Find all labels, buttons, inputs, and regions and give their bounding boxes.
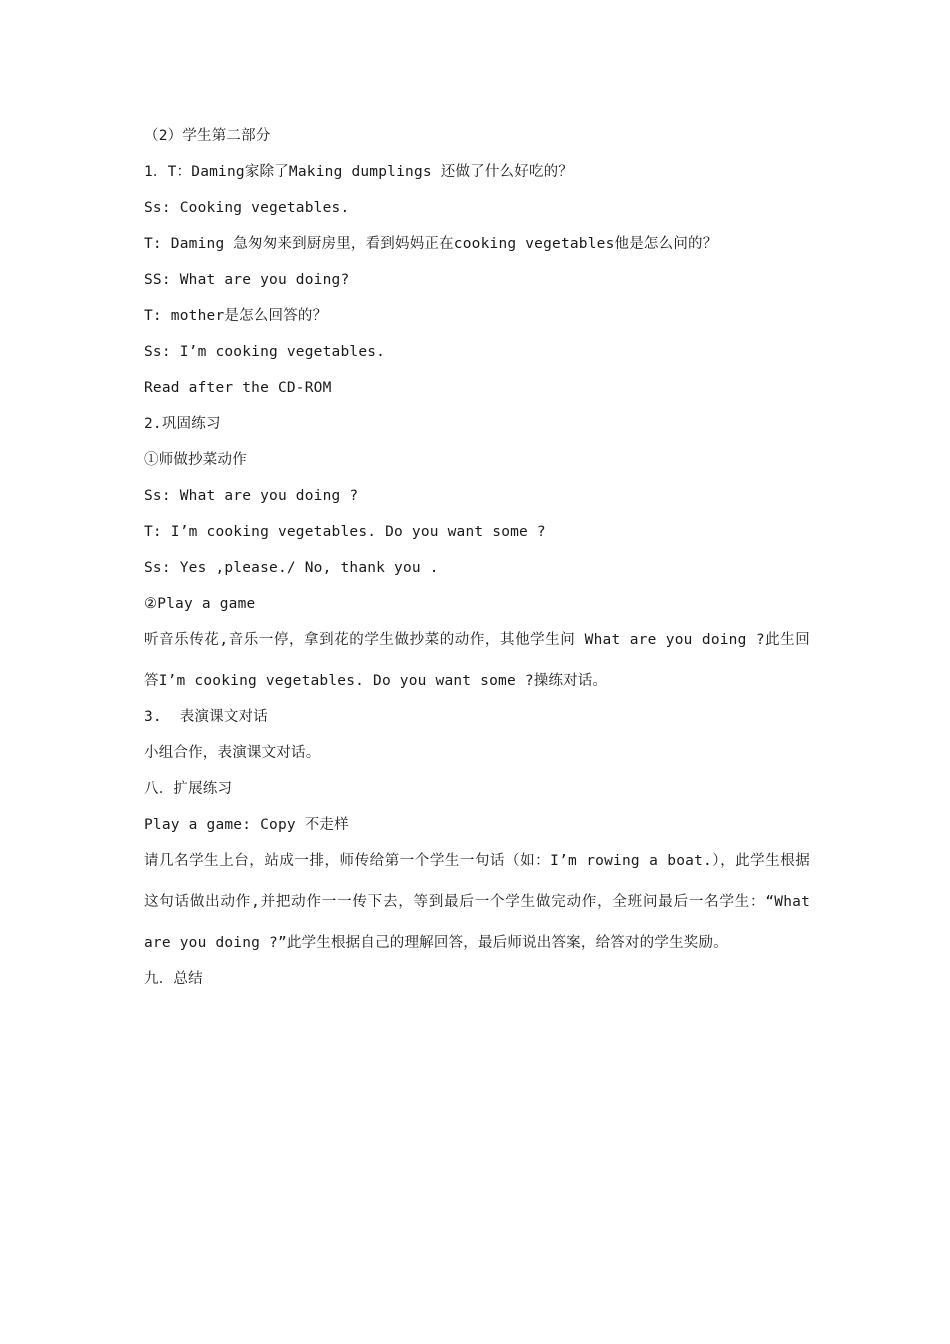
text-line: T: mother是怎么回答的？ xyxy=(144,308,328,324)
text-line: Ss: I’m cooking vegetables. xyxy=(144,344,386,360)
text-line: 小组合作，表演课文对话。 xyxy=(144,745,321,761)
text-line: 1．T：Daming家除了Making dumplings 还做了什么好吃的？ xyxy=(144,164,574,180)
text-line: Play a game: Copy 不走样 xyxy=(144,817,349,833)
document-body xyxy=(144,126,810,1005)
text-line: ②Play a game xyxy=(144,596,256,612)
text-line: Ss: Cooking vegetables. xyxy=(144,200,350,216)
text-line: SS: What are you doing? xyxy=(144,272,350,288)
section-heading-practice: 2.巩固练习 xyxy=(144,416,221,432)
section-heading-summary: 九．总结 xyxy=(144,971,203,987)
text-line: T: I’m cooking vegetables. Do you want some ? xyxy=(144,524,546,540)
paragraph-game: 听音乐传花,音乐一停，拿到花的学生做抄菜的动作，其他学生问 What are you doing ?此生回答I’m cooking vegetables. Do you want some ?操练对话。 xyxy=(144,632,810,689)
section-heading-extension: 八．扩展练习 xyxy=(144,781,233,797)
text-line: Ss: Yes ,please./ No, thank you . xyxy=(144,560,439,576)
section-heading-performance: 3. 表演课文对话 xyxy=(144,709,268,725)
section-heading-part-two: （2）学生第二部分 xyxy=(144,128,271,144)
text-line: ①师做抄菜动作 xyxy=(144,452,247,468)
text-line: Read after the CD-ROM xyxy=(144,380,332,396)
text-line: T: Daming 急匆匆来到厨房里，看到妈妈正在cooking vegetables他是怎么问的？ xyxy=(144,236,718,252)
text-line: Ss: What are you doing ? xyxy=(144,488,359,504)
paragraph-copy-game: 请几名学生上台，站成一排，师传给第一个学生一句话（如：I’m rowing a boat.），此学生根据这句话做出动作,并把动作一一传下去，等到最后一个学生做完动作，全班问最后一名学生：“What are you doing ?”此学生根据自己的理解回答，最后师说出答案，给答对的学生奖励。 xyxy=(144,853,810,951)
